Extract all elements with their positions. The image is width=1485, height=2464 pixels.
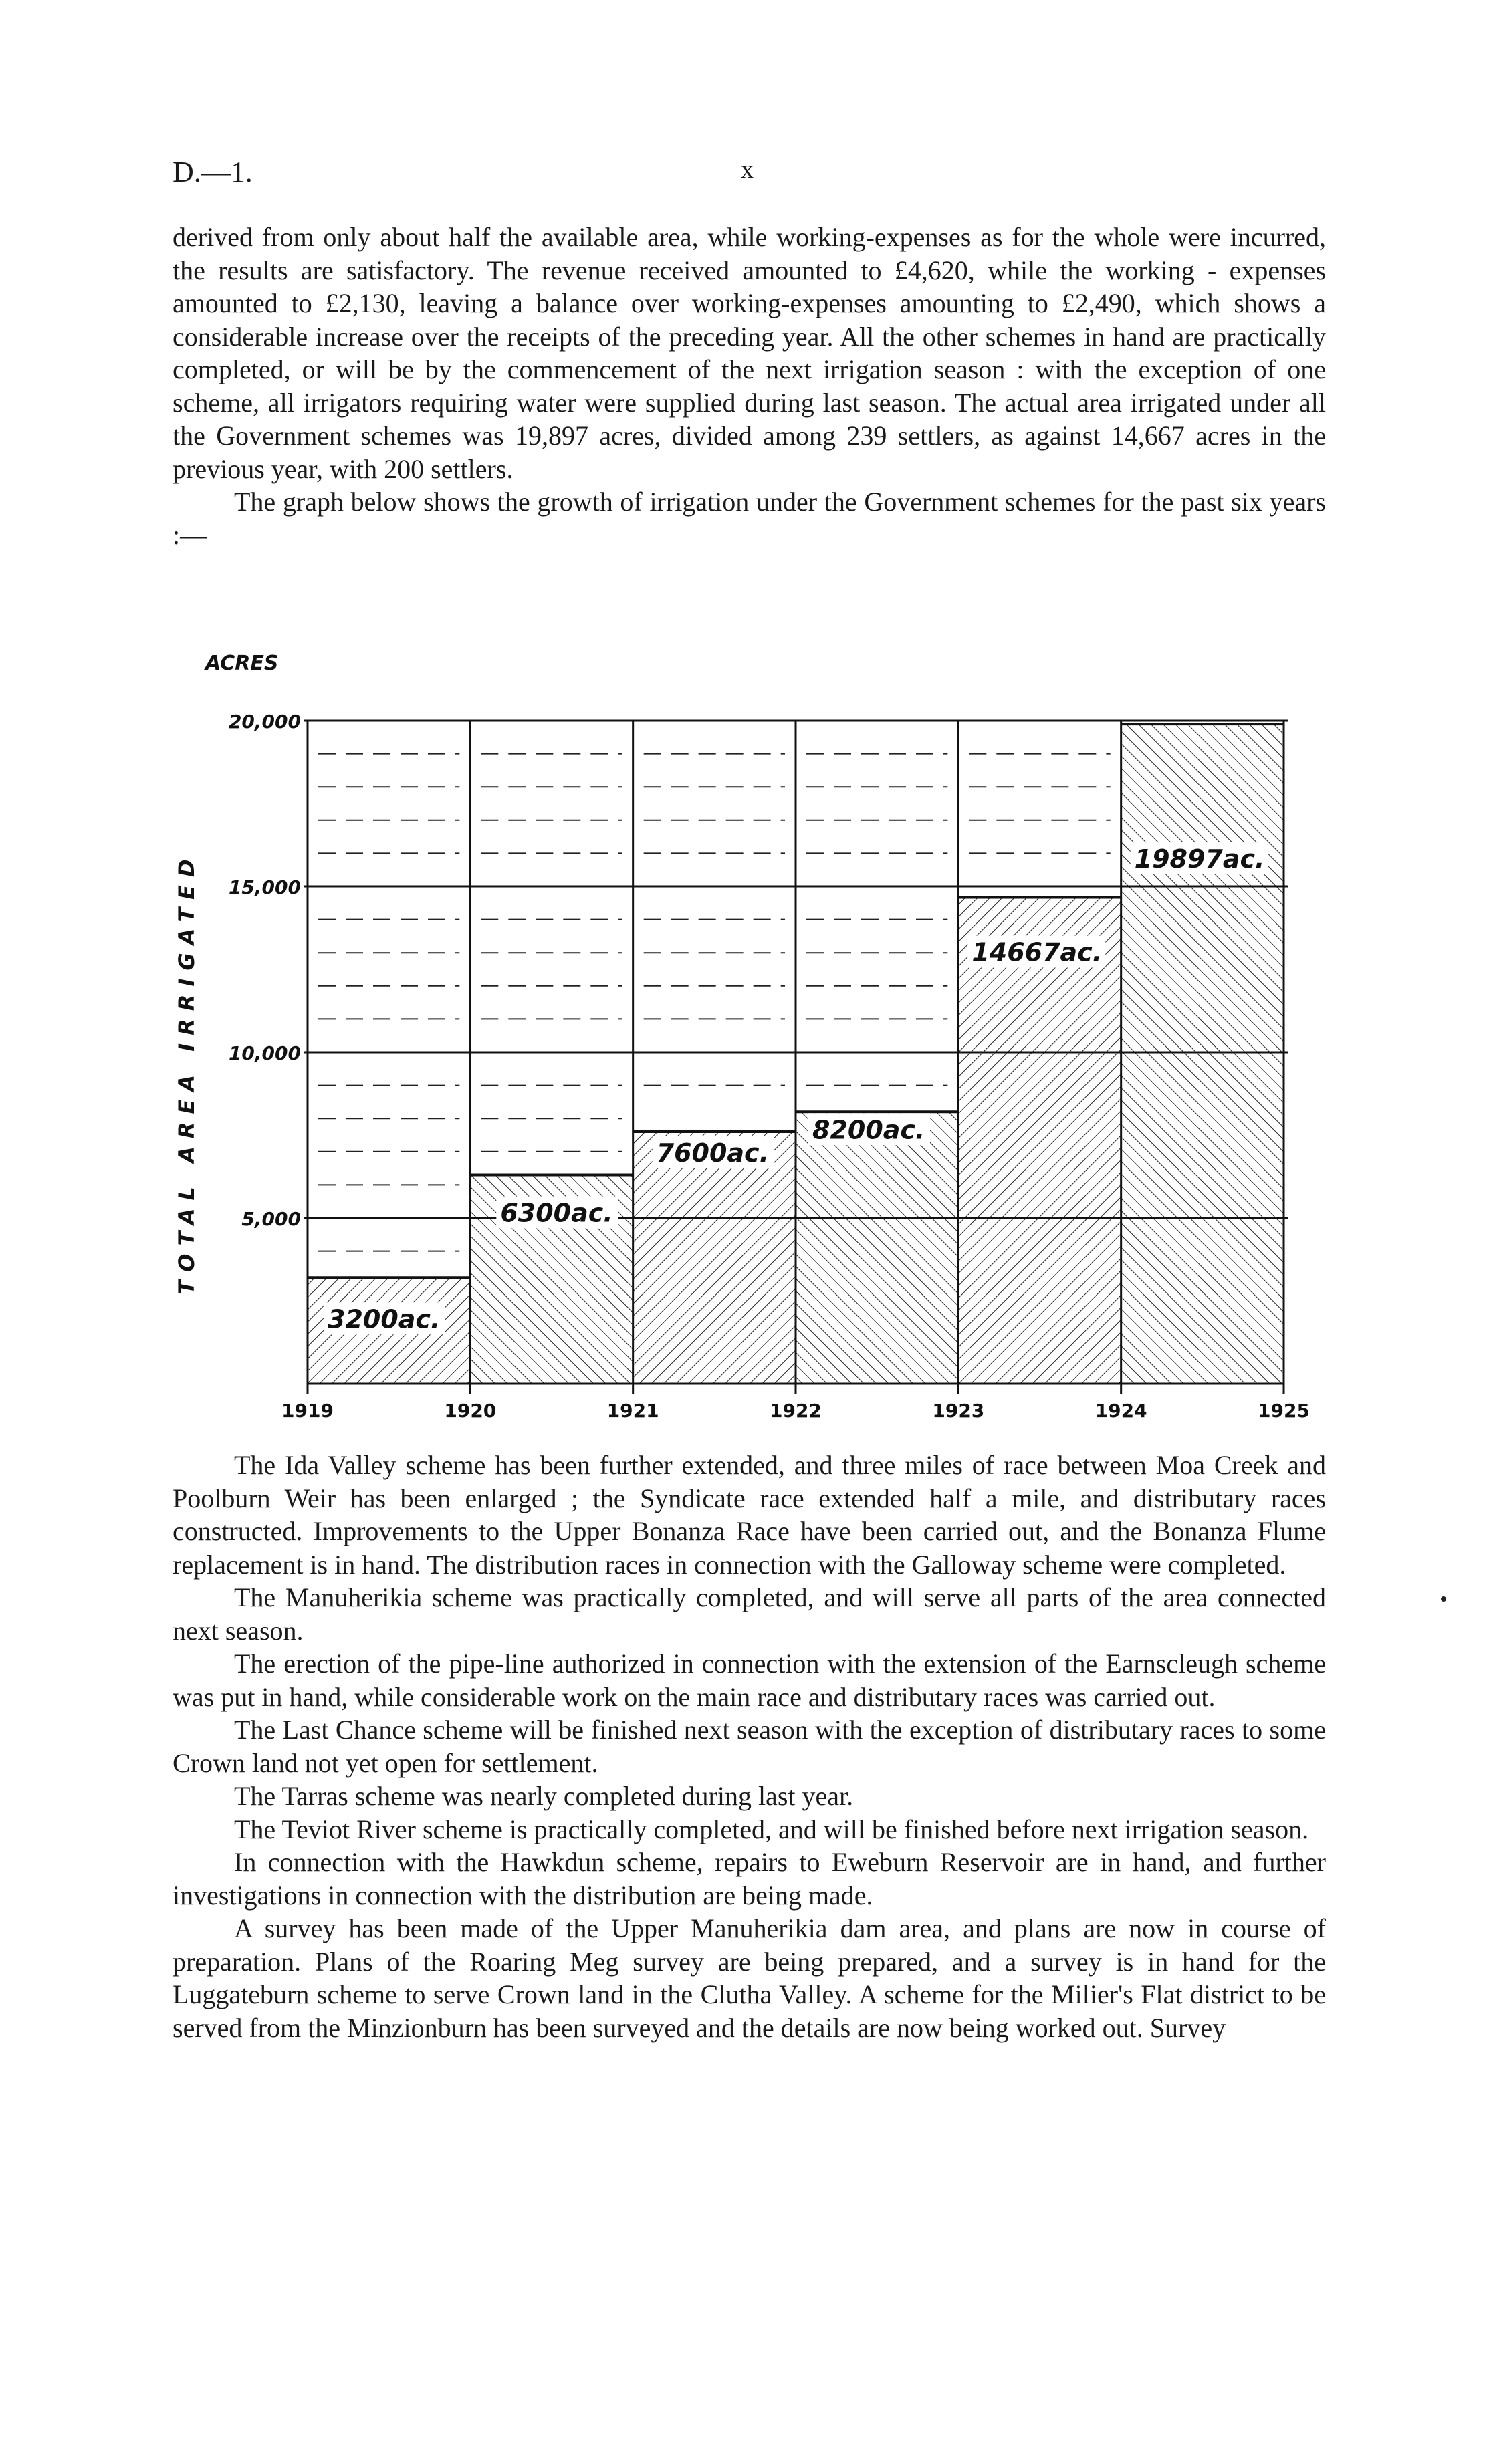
paragraph: The Teviot River scheme is practically completed, and will be finished before next irrigation season. [234,1814,1309,1844]
x-tick-label: 1921 [606,1400,659,1422]
y-tick-label: 10,000 [228,1042,301,1064]
value-label: 6300ac. [500,1198,613,1228]
y-tick-label: 15,000 [228,876,301,898]
paragraph: The erection of the pipe-line authorized in connection with the extension of the Earnscleugh scheme was put in hand, while considerable work on the main race and distributary races was carried out. [173,1648,1326,1712]
margin-dot [1441,1596,1446,1602]
bar [796,1112,958,1384]
y-tick-label: 5,000 [241,1208,301,1230]
paragraph: A survey has been made of the Upper Manuherikia dam area, and plans are now in course of preparation. Plans of the Roaring Meg survey are being prepared, and a survey is in hand for the Luggateburn scheme to serve Crown land in the Clutha Valley. A scheme for the Milier's Flat district to be served from the Minzionburn has been surveyed and the details are now being worked out. Survey [173,1913,1326,2043]
value-label: 3200ac. [328,1304,441,1334]
paragraph: The graph below shows the growth of irrigation under the Government schemes for the past six years :— [173,487,1326,550]
units-label: ACRES [205,652,279,675]
bar [1121,724,1284,1384]
paragraph: In connection with the Hawkdun scheme, repairs to Eweburn Reservoir are in hand, and further investigations in connection with the distribution are being made. [173,1847,1326,1911]
page-header [173,155,1312,195]
x-tick-label: 1922 [770,1400,822,1422]
page-reference: D.—1. [173,156,253,189]
x-tick-label: 1925 [1258,1400,1310,1422]
y-axis-label: TOTAL AREA IRRIGATED [174,851,199,1295]
text-block-bottom [173,1449,1326,2044]
text-block-top [173,221,1326,551]
irrigation-growth-chart [167,638,1317,1441]
bar [633,1132,796,1384]
value-label: 7600ac. [656,1138,770,1168]
value-label: 14667ac. [972,937,1103,967]
x-tick-label: 1920 [444,1400,497,1422]
paragraph: The Ida Valley scheme has been further extended, and three miles of race between Moa Creek and Poolburn Weir has been enlarged ; the Syndicate race extended half a mile, and distributary races constructed. Improvements to the Upper Bonanza Race have been carried out, and the Bonanza Flume replacement is in hand. The distribution races in connection with the Galloway scheme were completed. [173,1450,1326,1580]
paragraph: The Manuherikia scheme was practically completed, and will serve all parts of the area connected next season. [173,1582,1326,1646]
paragraph: The Tarras scheme was nearly completed during last year. [234,1781,854,1811]
value-label: 8200ac. [812,1115,925,1145]
page-number: x [741,156,754,184]
x-tick-label: 1919 [281,1400,334,1422]
x-tick-label: 1924 [1095,1400,1147,1422]
y-tick-label: 20,000 [228,711,301,733]
paragraph: derived from only about half the available area, while working-expenses as for the whole were incurred, the results are satisfactory. The revenue received amounted to £4,620, while the working - expenses amounted to £2,130, leaving a balance over working-expenses amounting to £2,490, which shows a considerable increase over the receipts of the preceding year. All the other schemes in hand are practically completed, or will be by the commencement of the next irrigation season : with the exception of one scheme, all irrigators requiring water were supplied during last season. The actual area irrigated under all the Government schemes was 19,897 acres, divided among 239 settlers, as against 14,667 acres in the previous year, with 200 settlers. [173,222,1326,484]
bar [958,898,1121,1384]
value-label: 19897ac. [1134,844,1265,874]
paragraph: The Last Chance scheme will be finished next season with the exception of distributary races to some Crown land not yet open for settlement. [173,1715,1326,1778]
x-tick-label: 1923 [932,1400,985,1422]
